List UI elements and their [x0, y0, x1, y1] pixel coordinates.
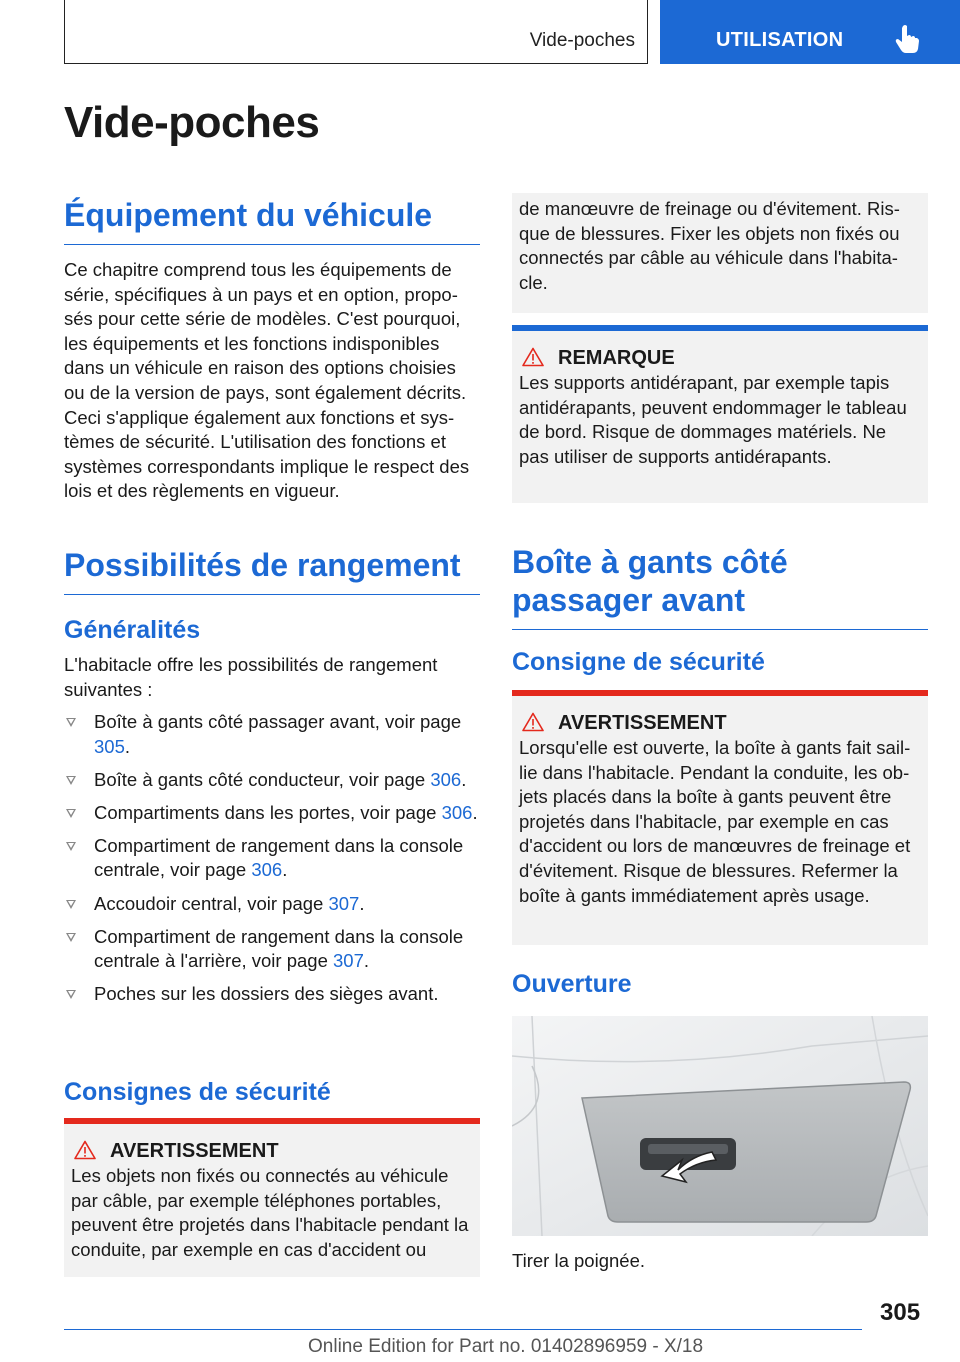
- page-link[interactable]: 306: [430, 768, 462, 790]
- notice-box-remarque: [512, 325, 928, 503]
- notice-title: REMARQUE: [558, 347, 675, 369]
- page-link[interactable]: 307: [328, 892, 360, 914]
- storage-list-item: [64, 925, 480, 974]
- storage-list-item-end: .: [282, 859, 288, 881]
- section-heading-rangement: Possibilités de rangement: [64, 546, 480, 595]
- bullet-triangle-icon: [66, 900, 76, 909]
- storage-list-item-text: Compartiment de rangement dans la console centrale à l'arrière, voir page: [94, 925, 464, 972]
- bullet-triangle-icon: [66, 809, 76, 818]
- section-heading-equipement: Équipement du véhicule: [64, 196, 480, 245]
- bullet-triangle-icon: [66, 718, 76, 727]
- bullet-triangle-icon: [66, 776, 76, 785]
- storage-list-item-text: Boîte à gants côté conducteur, voir page: [94, 768, 431, 790]
- warning-text: Les objets non fixés ou connectés au véhicule par câble, par exemple téléphones portables, peuvent être projetés dans l'habitacle pendant la conduite, par exemple en cas d'accident ou: [71, 1165, 469, 1260]
- page-link[interactable]: 307: [333, 950, 364, 972]
- hand-pointer-icon: [894, 24, 920, 54]
- storage-list-item-text: Accoudoir central, voir page: [94, 892, 329, 914]
- warning-icon: [522, 712, 544, 732]
- bullet-triangle-icon: [66, 842, 76, 851]
- storage-list-item-text: Compartiment de rangement dans la console centrale, voir page: [94, 834, 464, 881]
- page-link[interactable]: 305: [94, 735, 125, 757]
- warning-box-glovebox: [512, 690, 928, 945]
- storage-list: [64, 710, 480, 1015]
- footer-edition: Online Edition for Part no. 01402896959 - X/18: [308, 1336, 704, 1357]
- warning-title: AVERTISSEMENT: [110, 1140, 279, 1162]
- figure-caption: Tirer la poignée.: [512, 1250, 645, 1271]
- storage-list-item: [64, 768, 480, 793]
- glovebox-illustration: [512, 1016, 928, 1236]
- subheading-consignes: Consignes de sécurité: [64, 1078, 331, 1106]
- page-title: Vide-poches: [64, 98, 320, 147]
- notice-icon: [522, 347, 544, 367]
- storage-list-item-text: Compartiments dans les portes, voir page: [94, 801, 442, 823]
- storage-list-item-end: .: [124, 735, 131, 757]
- page-link[interactable]: 306: [251, 859, 283, 881]
- warning-text: Lorsqu'elle est ouverte, la boîte à gants fait saillie dans l'habitacle. Pendant la conduite, les objets placés dans la boîte à gants peuvent être projetés dans l'habitacle, par exemple en cas d'accident ou lors de manœuvres de freinage et d'évitement. Risque de blessures. Refermer la boîte à gants immédiatement après usage.: [519, 737, 911, 906]
- subheading-consigne: Consigne de sécurité: [512, 648, 765, 676]
- chapter-tab-label: UTILISATION: [716, 29, 844, 51]
- bullet-triangle-icon: [66, 990, 76, 999]
- bullet-triangle-icon: [66, 933, 76, 942]
- warning-box-continued: [512, 193, 928, 313]
- warning-icon: [74, 1140, 96, 1160]
- page-number: 305: [880, 1299, 921, 1326]
- header-section-title: Vide-poches: [529, 30, 635, 51]
- storage-list-item-end: .: [461, 768, 467, 790]
- notice-text: Les supports antidérapant, par exemple tapis antidérapants, peuvent endommager le tableau de bord. Risque de dommages matériels. Ne pas utiliser de supports antidérapants.: [519, 372, 907, 467]
- subheading-ouverture: Ouverture: [512, 970, 632, 998]
- storage-list-item-end: .: [363, 950, 370, 972]
- section-heading-boite: Boîte à gants côté passager avant: [512, 543, 928, 630]
- chapter-tab[interactable]: [660, 0, 960, 64]
- storage-list-item-end: .: [359, 892, 365, 914]
- glovebox-drawing: [512, 1016, 928, 1236]
- warning-box-objects: [64, 1118, 480, 1277]
- storage-list-item: [64, 710, 480, 759]
- subheading-generalites: Généralités: [64, 616, 201, 644]
- generalites-intro: L'habitacle offre les possibilités de rangement suivantes :: [64, 654, 438, 700]
- storage-list-item: [64, 801, 480, 826]
- storage-list-item: [64, 834, 480, 883]
- storage-list-item-end: .: [472, 801, 478, 823]
- storage-list-item-text: Boîte à gants côté passager avant, voir page: [94, 711, 462, 732]
- storage-list-item-text: Poches sur les dossiers des sièges avant.: [94, 983, 439, 1005]
- page-link[interactable]: 306: [441, 801, 473, 823]
- equipement-text: Ce chapitre comprend tous les équipements de série, spécifiques à un pays et en option, proposés pour cette série de modèles. C'est pourquoi, les équipements et les fonctions indisponibles dans un véhicule en raison des options choisies ou de la version de pays, sont également décrits. Ceci s'applique également aux fonctions et systèmes de sécurité. L'utilisation des fonctions et systèmes correspondants implique le respect des lois et des règlements en vigueur.: [64, 259, 470, 502]
- warning-title: AVERTISSEMENT: [558, 712, 727, 734]
- footer-divider: [64, 1329, 862, 1330]
- header-section-box: [64, 0, 648, 64]
- storage-list-item: [64, 982, 480, 1007]
- storage-list-item: [64, 892, 480, 917]
- warning-text-continued: de manœuvre de freinage ou d'évitement. Risque de blessures. Fixer les objets non fixés ou connectés par câble au véhicule dans l'habitacle.: [519, 198, 900, 293]
